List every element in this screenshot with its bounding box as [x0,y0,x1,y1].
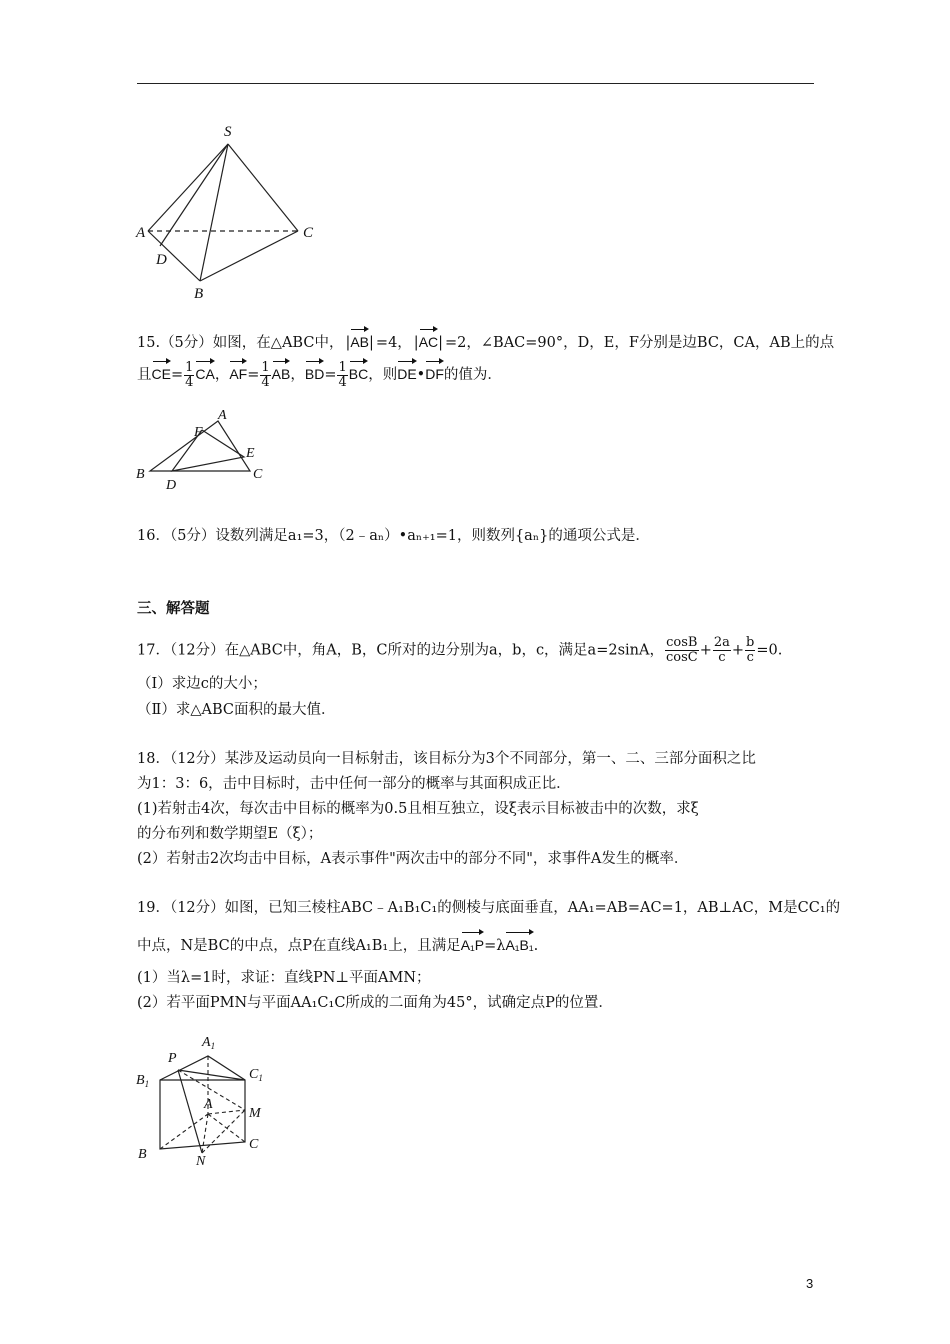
label-P: P [168,1051,177,1066]
label-C: C [253,467,263,482]
label-F: F [194,425,203,440]
label-B: B [138,1147,147,1162]
label-C1: $C_1$ [249,1067,263,1083]
label-A: A [136,225,146,241]
label-S: S [224,124,232,140]
q18-line-2: 为1：3：6，击中目标时，击中任何一部分的概率与其面积成正比． [137,776,571,792]
q15-line-1: 15.（5分）如图，在△ABC中， |AB| =4， |AC| =2，∠BAC=90°，D，E，F分别是边BC，CA，AB上的点 [137,326,834,353]
label-N: N [196,1154,206,1166]
q18-line-3: (1)若射击4次，每次击中目标的概率为0.5且相互独立，设ξ表示目标被击中的次数，求ξ [137,801,699,817]
q19-part-1: (1）当λ=1时，求证：直线PN⊥平面AMN； [137,970,431,986]
label-E: E [246,446,255,461]
q19-line-2: 中点，N是BC的中点，点P在直线A₁B₁上，且满足A₁P=λA₁B₁. [137,929,538,956]
q18-line-4: 的分布列和数学期望E（ξ）； [137,826,323,842]
label-C: C [249,1137,259,1152]
q17-line-1: 17．（12分）在△ABC中，角A，B，C所对的边分别为a，b，c，满足a=2sinA， $\frac{\cos B}{\cos C}$ + $\frac{2a}{c}$ + $\frac{b}{c}$ =0. [137,635,783,665]
label-A1: $A_1$ [202,1035,216,1051]
q15-line-2: 且CE= $\frac{1}{4}$ CA，AF= $\frac{1}{4}$ AB，BD= $\frac{1}{4}$ BC，则DE•DF的值为． [137,359,502,390]
label-D: D [156,252,167,268]
label-A: A [204,1097,213,1112]
section3-title: 三、解答题 [137,600,210,617]
q16-line: 16．（5分）设数列满足a₁=3，（2﹣aₙ）•aₙ₊₁=1，则数列{aₙ}的通项公式是． [137,528,650,544]
page-number: 3 [806,1276,814,1291]
q19-part-2: (2）若平面PMN与平面AA₁C₁C所成的二面角为45°，试确定点P的位置． [137,995,613,1011]
label-M: M [249,1106,261,1121]
top-rule [137,83,814,84]
label-B: B [194,286,204,302]
label-A: A [218,408,227,423]
q17-part-1: （Ⅰ）求边c的大小； [137,676,267,692]
q18-line-1: 18．（12分）某涉及运动员向一目标射击，该目标分为3个不同部分，第一、二、三部分面积之比 [137,751,756,767]
label-D: D [166,478,177,493]
triangle-figure [132,403,272,493]
label-B1: $B_1$ [136,1073,150,1089]
label-C: C [303,225,314,241]
pyramid-figure [132,118,332,308]
q17-part-2: （Ⅱ）求△ABC面积的最大值． [137,702,336,718]
label-B: B [136,467,145,482]
prism-figure [132,1026,282,1166]
q18-line-5: (2）若射击2次均击中目标，A表示事件"两次击中的部分不同"，求事件A发生的概率． [137,851,689,867]
q19-line-1: 19．（12分）如图，已知三棱柱ABC﹣A₁B₁C₁的侧棱与底面垂直，AA₁=AB=AC=1，AB⊥AC，M是CC₁的 [137,900,841,916]
